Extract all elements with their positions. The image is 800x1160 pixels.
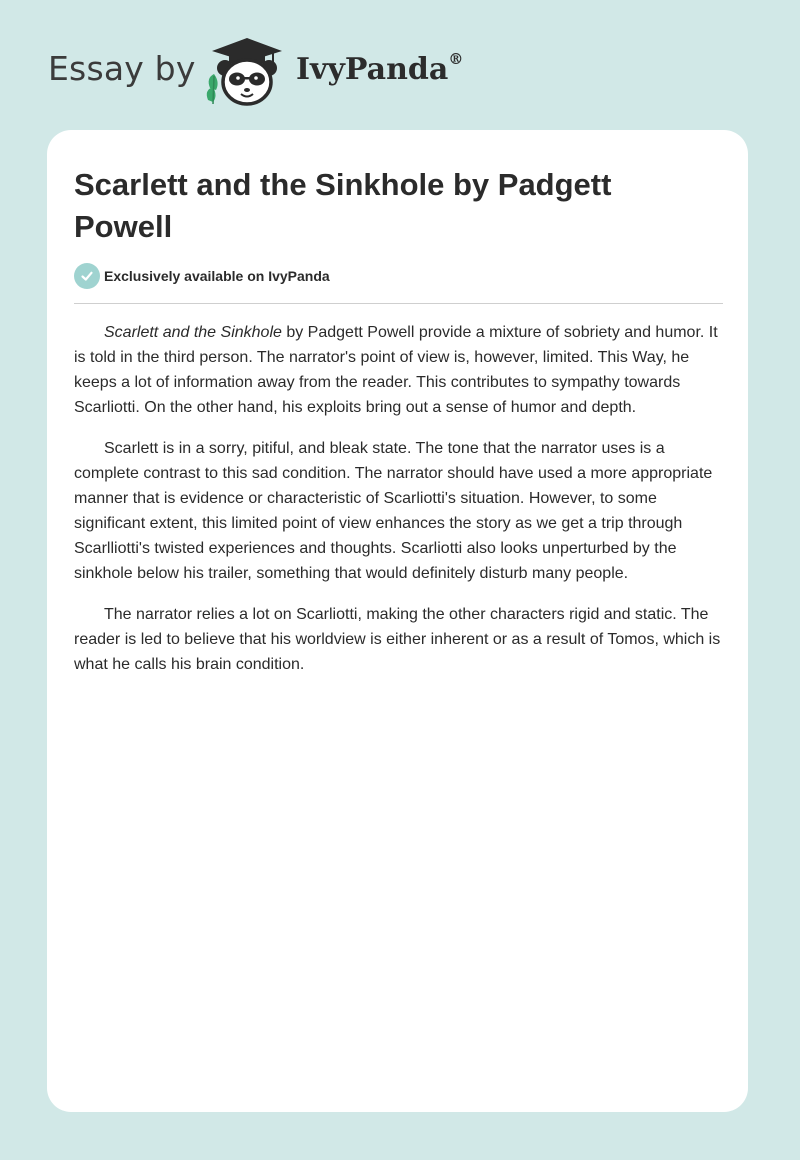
panda-logo-icon[interactable] [202,32,292,110]
paragraph: The narrator relies a lot on Scarliotti, making the other characters rigid and static. The reader is led to believe that his worldview is either inherent or as a result of Tomos, which is what he calls his brain condition. [74,606,721,673]
essay-card [47,130,748,1112]
exclusive-badge [74,263,330,289]
paragraph: Scarlett is in a sorry, pitiful, and bleak state. The tone that the narrator uses is a complete contrast to this sad condition. The narrator should have used a more appropriate manner that is evidence or characteristic of Scarliotti's situation. However, to some significant extent, this limited point of view enhances the story as we get a trip through Scarlliotti's twisted experiences and thoughts. Scarliotti also looks unperturbed by the sinkhole below his trailer, something that would definitely disturb many people. [74,440,713,582]
checkmark-icon [74,263,100,289]
badge-label: Exclusively available on IvyPanda [104,268,330,284]
paragraph: Scarlett and the Sinkhole by Padgett Powell provide a mixture of sobriety and humor. It is told in the third person. The narrator's point of view is, however, limited. This Way, he keeps a lot of information away from the reader. This contributes to sympathy towards Scarliotti. On the other hand, his exploits bring out a sense of humor and depth. [74,324,718,416]
essay-by-label: Essay by [48,49,196,88]
italic-title: Scarlett and the Sinkhole [104,324,282,341]
page-title: Scarlett and the Sinkhole by Padgett Powell [74,167,612,244]
divider [74,303,723,304]
brand-name[interactable]: IvyPanda® [296,50,464,87]
essay-body [74,320,726,693]
site-header [48,30,548,110]
